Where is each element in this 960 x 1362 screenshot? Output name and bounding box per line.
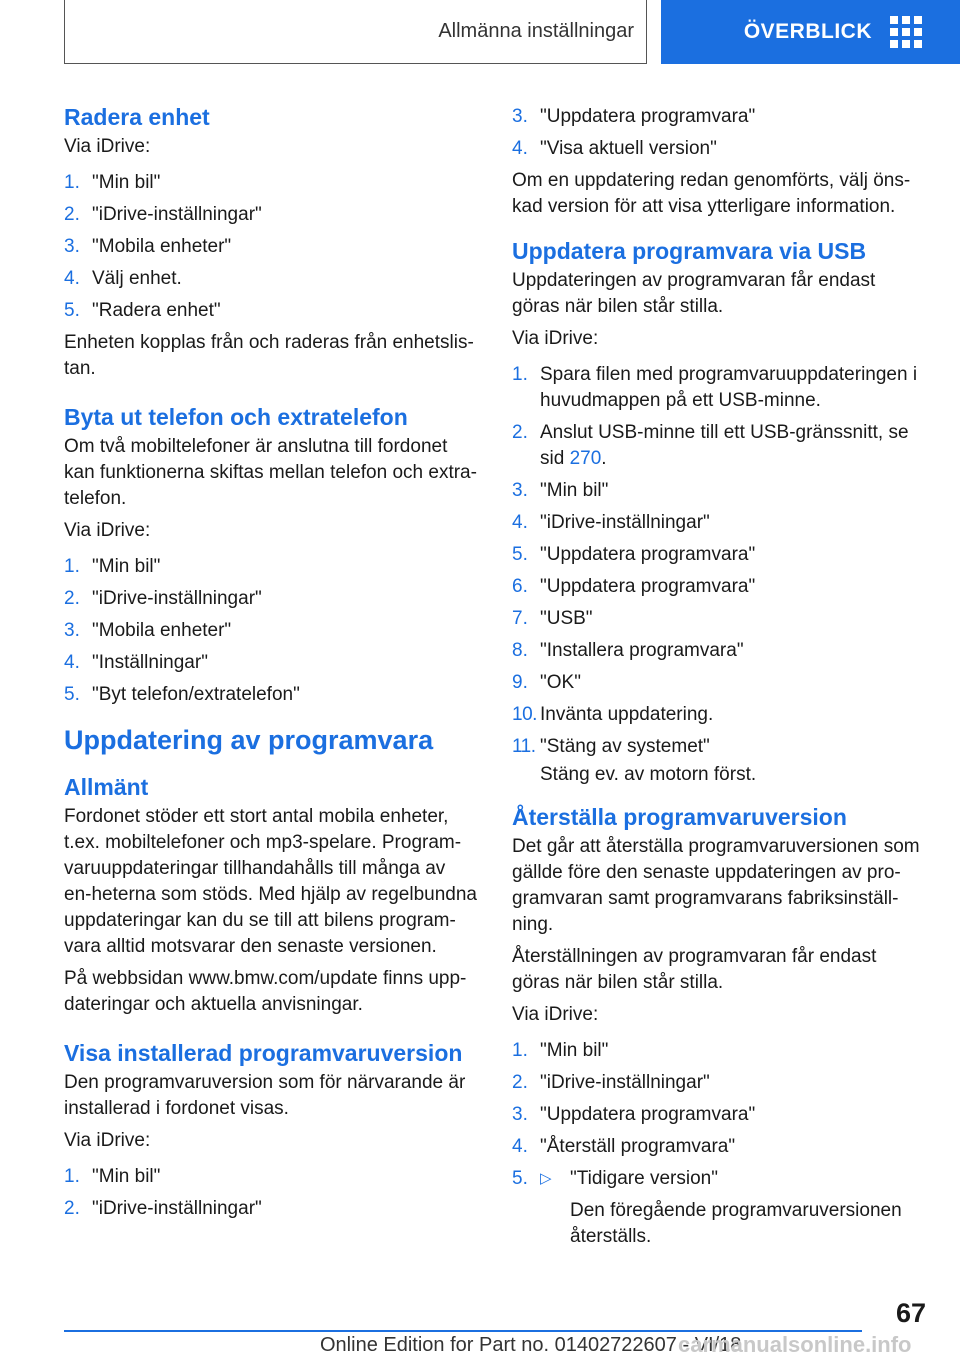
delete-note: Enheten kopplas från och raderas från enhetslis-tan.	[64, 332, 474, 379]
list-item: 4. Välj enhet.	[64, 268, 182, 289]
list-item: 2. Anslut USB-minne till ett USB-gränssnitt, se sid 270.	[512, 422, 909, 469]
restore-note: Återställningen av programvaran får endast göras när bilen står stilla.	[512, 946, 877, 993]
show-version-body: Den programvaruversion som för närvarande är installerad i fordonet visas.	[64, 1072, 466, 1119]
page-number: 67	[896, 1298, 927, 1328]
left-column	[64, 100, 478, 1228]
via-idrive-label: Via iDrive:	[64, 520, 151, 541]
show-version-heading: Visa installerad programvaruversion	[64, 1040, 463, 1066]
restore-body: Det går att återställa programvaruversionen som gällde före den senaste uppdateringen av pro-gramvaran samt programvarans fabriksinställ-ning.	[512, 836, 920, 935]
list-item: 7. "USB"	[512, 608, 593, 629]
swap-steps	[64, 554, 478, 708]
via-idrive-label: Via iDrive:	[512, 328, 599, 349]
web-note: På webbsidan www.bmw.com/update finns upp-dateringar och aktuella anvisningar.	[64, 968, 467, 1015]
list-item: 6. "Uppdatera programvara"	[512, 576, 756, 597]
via-idrive-label: Via iDrive:	[512, 1004, 599, 1025]
list-item: 5. "Uppdatera programvara"	[512, 544, 756, 565]
restore-steps	[512, 1038, 926, 1192]
restore-version-heading: Återställa programvaruversion	[512, 804, 847, 830]
list-item: 3. "Min bil"	[512, 480, 609, 501]
via-idrive-label: Via iDrive:	[64, 1130, 151, 1151]
step-5-note: Den föregående programvaruversionen återställs.	[570, 1200, 902, 1247]
software-update-heading: Uppdatering av programvara	[64, 725, 434, 755]
list-item: 4. "Inställningar"	[64, 652, 208, 673]
step-11-note: Stäng ev. av motorn först.	[540, 764, 757, 785]
usb-steps	[512, 362, 926, 760]
page-link[interactable]: 270	[569, 448, 602, 469]
watermark: carmanualsonline.info	[678, 1332, 912, 1357]
swap-phone-heading: Byta ut telefon och extratelefon	[64, 404, 408, 430]
list-item: 3. "Uppdatera programvara"	[512, 1104, 756, 1125]
list-item: 1. "Min bil"	[512, 1040, 609, 1061]
general-heading: Allmänt	[64, 774, 149, 800]
general-body: Fordonet stöder ett stort antal mobila enheter, t.ex. mobiltelefoner och mp3-spelare. Program-varuuppdateringar tillhandahålls till många av en-heterna som stöds. Med hjälp av regelbundna uppdateringar kan du se till att bilens program-vara alltid motsvarar den senaste versionen.	[64, 806, 477, 957]
list-item: 2. "iDrive-inställningar"	[512, 1072, 710, 1093]
list-item: 2. "iDrive-inställningar"	[64, 588, 262, 609]
list-item: 5. "Byt telefon/extratelefon"	[64, 684, 300, 705]
list-item: 3. "Mobila enheter"	[64, 236, 232, 257]
section-title: Allmänna inställningar	[438, 20, 634, 42]
grid-icon	[890, 16, 922, 48]
overview-label: ÖVERBLICK	[743, 20, 872, 43]
list-item: 2. "iDrive-inställningar"	[64, 204, 262, 225]
overview-button[interactable]	[661, 0, 960, 64]
swap-body: Om två mobiltelefoner är anslutna till fordonet kan funktionerna skiftas mellan telefon och extra-telefon.	[64, 436, 477, 509]
triangle-icon: ▷	[540, 1170, 552, 1187]
list-item: 2. "iDrive-inställningar"	[64, 1198, 262, 1219]
section-tab	[64, 0, 647, 64]
footer-edition: Online Edition for Part no. 01402722607 - VI/18	[320, 1334, 742, 1356]
page-header	[0, 0, 960, 66]
via-idrive-label: Via iDrive:	[64, 136, 151, 157]
usb-body: Uppdateringen av programvaran får endast göras när bilen står stilla.	[512, 270, 876, 317]
list-item: 1. Spara filen med programvaruuppdateringen i huvudmappen på ett USB-minne.	[512, 364, 918, 411]
show-steps-continued	[512, 104, 926, 162]
list-item: 11. "Stäng av systemet"	[512, 736, 710, 757]
delete-steps	[64, 170, 478, 324]
list-item: 5. "Radera enhet"	[64, 300, 221, 321]
list-item: 1. "Min bil"	[64, 172, 161, 193]
list-item: 8. "Installera programvara"	[512, 640, 744, 661]
list-item: 5. ▷ "Tidigare version"	[512, 1166, 926, 1192]
list-item: 4. "Återställ programvara"	[512, 1136, 736, 1157]
list-item: 9. "OK"	[512, 672, 581, 693]
list-item: 4. "Visa aktuell version"	[512, 138, 717, 159]
list-item: 4. "iDrive-inställningar"	[512, 512, 710, 533]
list-item: 3. "Uppdatera programvara"	[512, 106, 756, 127]
show-steps	[64, 1164, 478, 1222]
usb-update-heading: Uppdatera programvara via USB	[512, 238, 867, 264]
list-item: 10. Invänta uppdatering.	[512, 704, 714, 725]
version-note: Om en uppdatering redan genomförts, välj öns-kad version för att visa ytterligare information.	[512, 170, 911, 217]
list-item: 1. "Min bil"	[64, 556, 161, 577]
list-item: 1. "Min bil"	[64, 1166, 161, 1187]
list-item: 3. "Mobila enheter"	[64, 620, 232, 641]
right-column	[512, 104, 926, 1250]
delete-device-heading: Radera enhet	[64, 104, 210, 130]
